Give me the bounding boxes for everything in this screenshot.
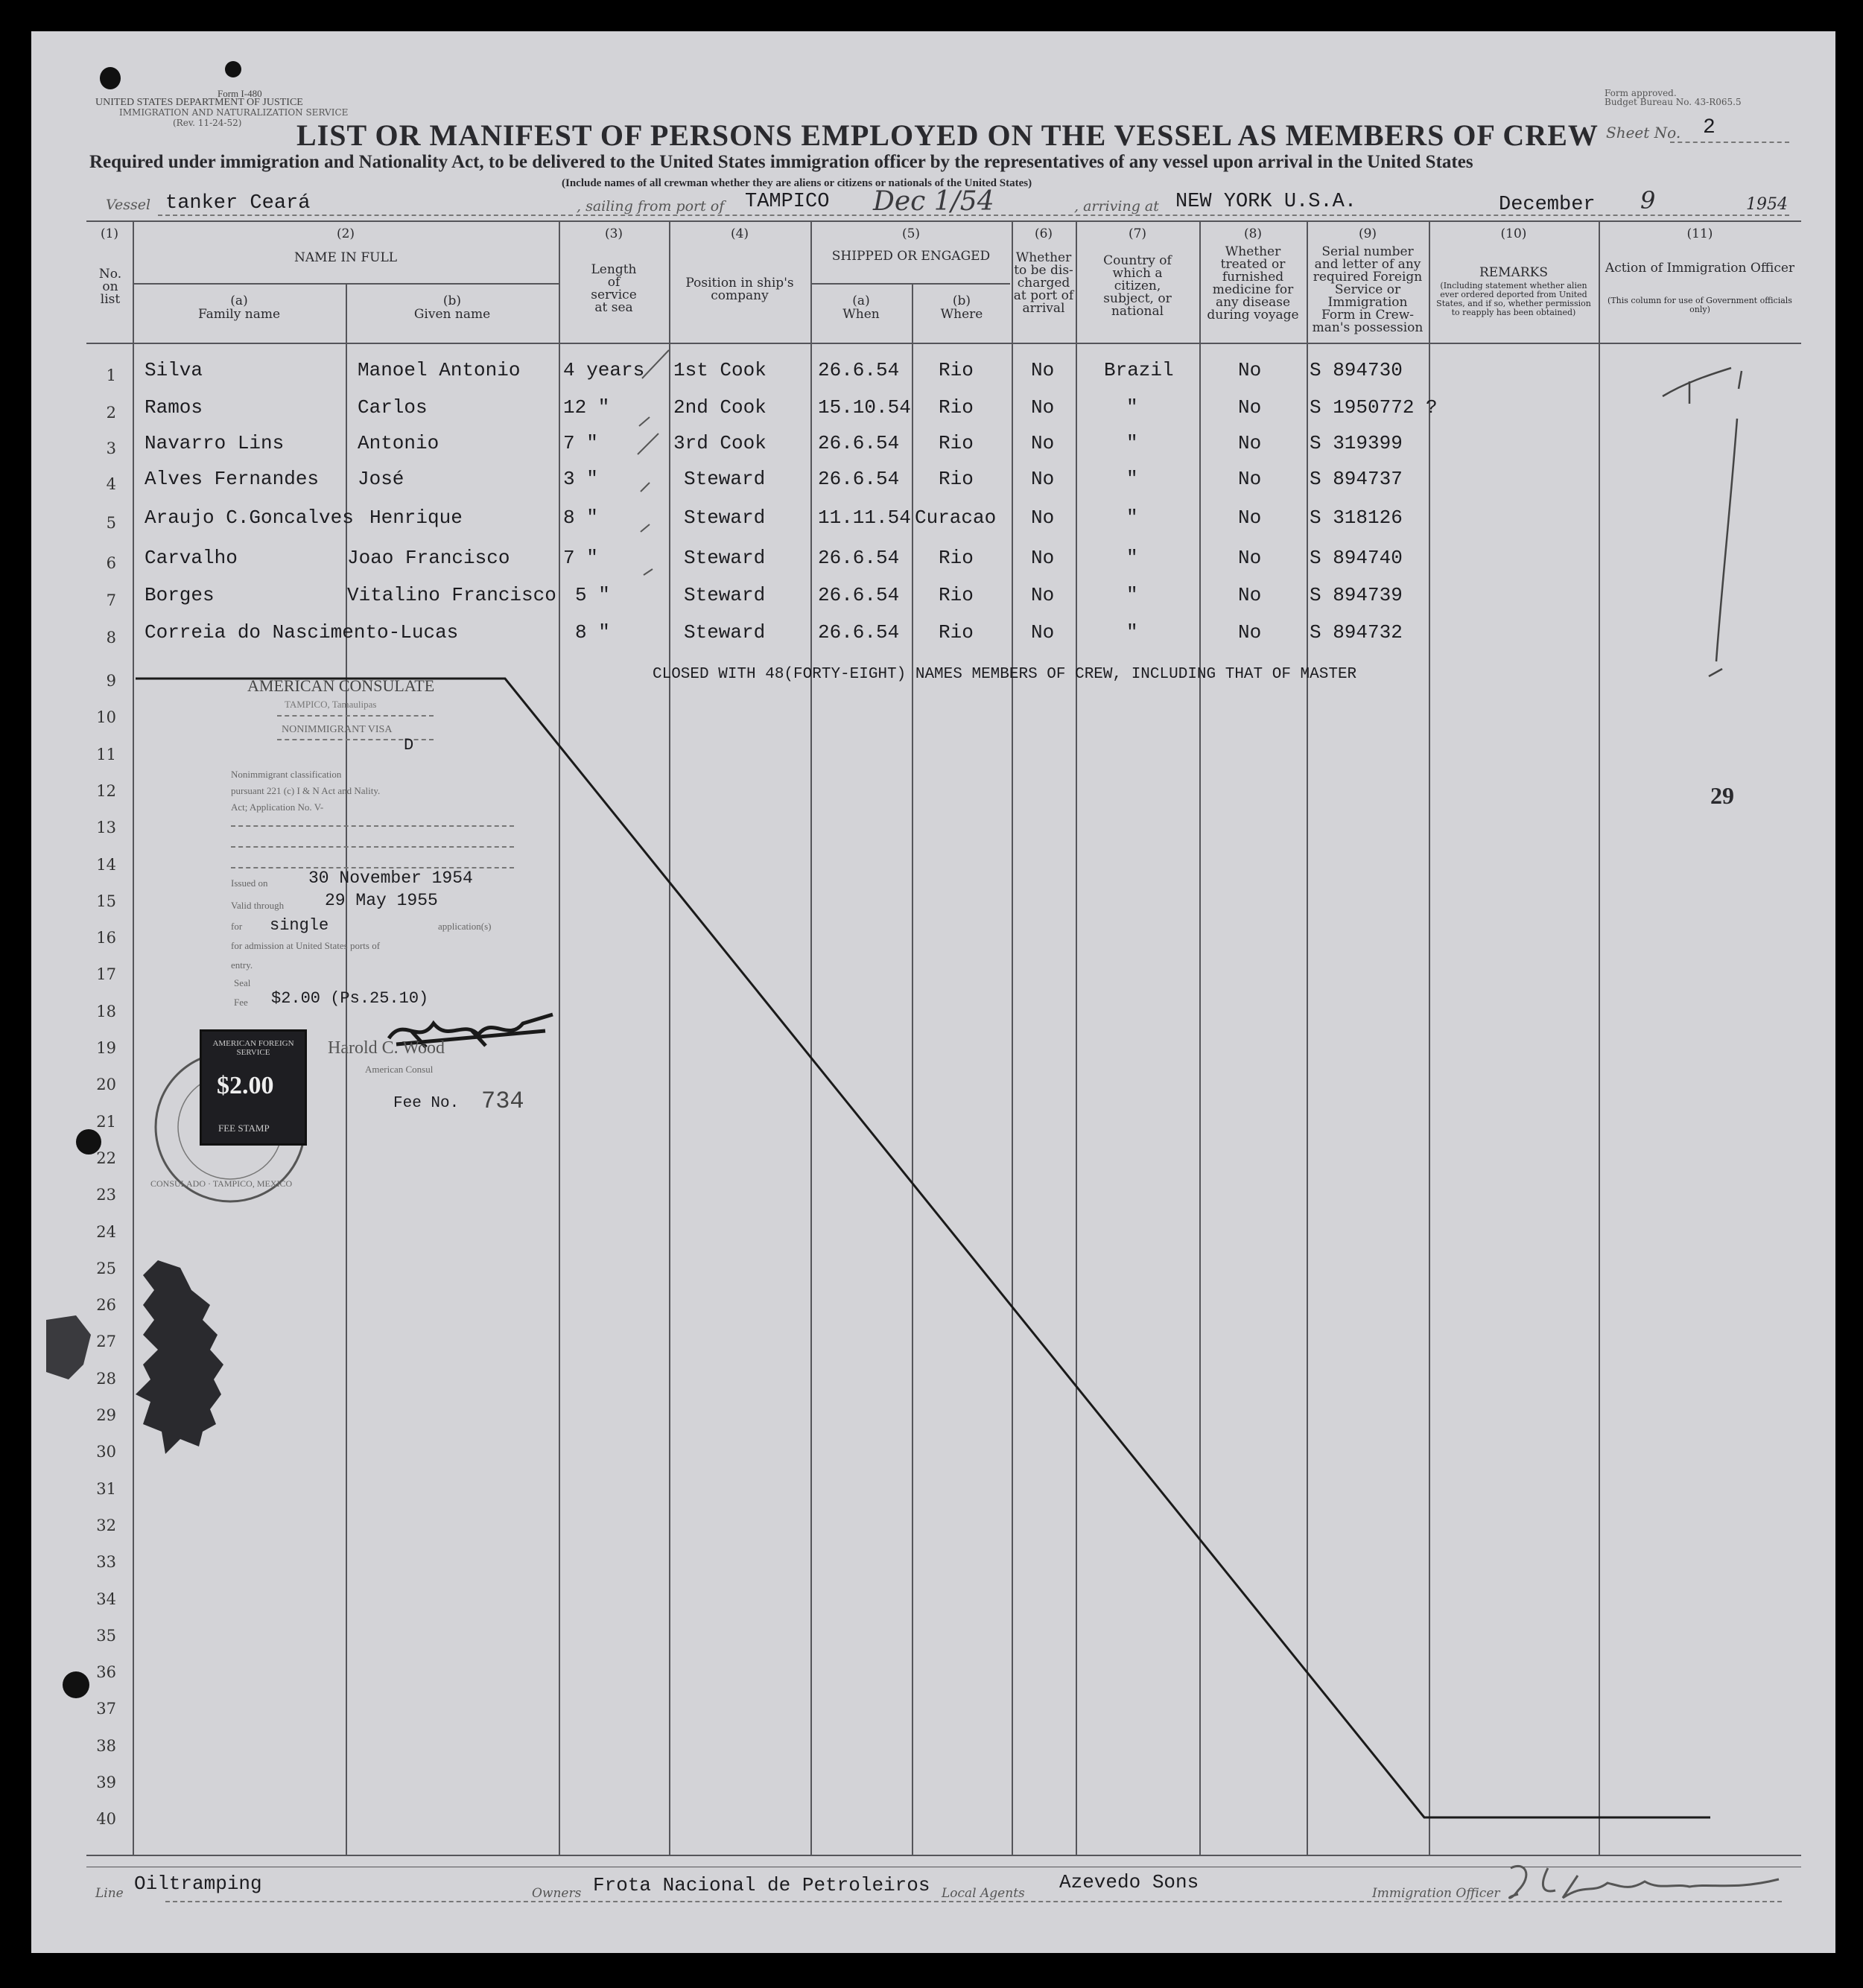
treated: No (1238, 621, 1262, 644)
row-number: 2 (106, 404, 116, 422)
stamp-line-2: pursuant 221 (c) I & N Act and Nality. (231, 785, 381, 796)
serial-number: S 894732 (1310, 621, 1403, 644)
given-name: Manoel Antonio (358, 359, 521, 381)
row-number: 36 (96, 1663, 116, 1681)
col-8-header: Whether treated or furnished medicine for any disease during voyage (1207, 244, 1299, 323)
row-number: 34 (96, 1590, 116, 1608)
row-number: 5 (106, 514, 116, 532)
officer-signature (1496, 1861, 1794, 1913)
application-label: application(s) (438, 921, 492, 932)
fee-label: Fee (234, 997, 248, 1008)
given-name: Antonio (358, 432, 439, 454)
visa-class-letter: D (404, 736, 414, 755)
col-11-header: Action of Immigration Officer (1605, 261, 1795, 276)
admission-text: for admission at United States ports of (231, 940, 381, 951)
col-6-number: (6) (1034, 226, 1053, 241)
row-number: 40 (96, 1810, 116, 1828)
position: Steward (684, 547, 766, 569)
row-number: 31 (96, 1480, 116, 1498)
serial-number: S 894740 (1310, 547, 1403, 569)
page-count: 29 (1710, 782, 1734, 809)
col-5a-label: (a) (852, 293, 870, 308)
row-number: 22 (96, 1149, 116, 1167)
given-name: Joao Francisco (347, 547, 510, 569)
include-note: (Include names of all crewman whether they are aliens or citizens or nationals of the United States) (562, 177, 1032, 189)
line-value: Oiltramping (134, 1873, 262, 1895)
col-2-number: (2) (336, 226, 355, 241)
row-number: 3 (106, 439, 116, 457)
treated: No (1238, 547, 1262, 569)
for-label: for (231, 921, 243, 932)
revenue-stamp (200, 1029, 307, 1146)
row-number: 13 (96, 819, 116, 836)
arriving-port: NEW YORK U.S.A. (1175, 191, 1357, 213)
col-5-number: (5) (901, 226, 921, 241)
row-number: 1 (106, 366, 116, 384)
shipped-when: 26.6.54 (818, 547, 900, 569)
col-9-number: (9) (1358, 226, 1377, 241)
country: " (1126, 432, 1138, 454)
line-label: Line (95, 1886, 124, 1901)
row-number: 15 (96, 892, 116, 910)
row-number: 14 (96, 856, 116, 874)
discharged: No (1031, 359, 1055, 381)
service-length: 3 " (563, 468, 598, 490)
col-3-number: (3) (604, 226, 623, 241)
position: Steward (684, 621, 766, 644)
entries: single (270, 916, 329, 935)
serial-number: S 318126 (1310, 506, 1403, 529)
entry-text: entry. (231, 959, 253, 971)
shipped-when: 26.6.54 (818, 621, 900, 644)
vessel-label: Vessel (106, 197, 151, 213)
row-number: 16 (96, 929, 116, 947)
country: " (1126, 584, 1138, 606)
shipped-where: Rio (939, 621, 974, 644)
position: 2nd Cook (673, 396, 767, 419)
row-number: 23 (96, 1186, 116, 1204)
row-number: 17 (96, 965, 116, 983)
col-2a-label: (a) (230, 293, 248, 308)
page-title: LIST OR MANIFEST OF PERSONS EMPLOYED ON THE VESSEL AS MEMBERS OF CREW (296, 118, 1599, 152)
position: 1st Cook (673, 359, 767, 381)
arriving-label: , arriving at (1074, 198, 1159, 215)
row-number: 33 (96, 1553, 116, 1571)
row-number: 27 (96, 1333, 116, 1350)
col-2b-header: Given name (413, 307, 491, 322)
shipped-where: Rio (939, 584, 974, 606)
position: Steward (684, 468, 766, 490)
country: Brazil (1104, 359, 1174, 381)
discharged: No (1031, 432, 1055, 454)
service-length: 7 " (563, 432, 598, 454)
row-number: 9 (106, 672, 116, 690)
row-number: 4 (106, 475, 116, 493)
col-5a-header: When (842, 307, 880, 322)
paper-damage (31, 1253, 225, 1461)
row-number: 11 (96, 746, 116, 763)
col-1-header: No. on list (98, 267, 122, 307)
revision: (Rev. 11-24-52) (173, 118, 242, 128)
page-subtitle: Required under immigration and Nationality Act, to be delivered to the United States immigration officer by the representatives of any vessel upon arrival in the United States (89, 152, 1473, 172)
shipped-when: 26.6.54 (818, 468, 900, 490)
discharged: No (1031, 584, 1055, 606)
country: " (1126, 547, 1138, 569)
col-6-header: Whether to be dis- charged at port of arrival (1013, 250, 1074, 316)
service-length: 5 " (575, 584, 610, 606)
family-name: Correia do Nascimento-Lucas (145, 621, 459, 644)
consulate-name: AMERICAN CONSULATE (247, 676, 435, 695)
service-length: 4 years (563, 359, 645, 381)
closing-note: CLOSED WITH 48(FORTY-EIGHT) NAMES MEMBERS OF CREW, INCLUDING THAT OF MASTER (653, 666, 1357, 683)
country: " (1126, 468, 1138, 490)
seal-label: Seal (234, 977, 251, 988)
row-number: 21 (96, 1113, 116, 1131)
row-number: 7 (106, 591, 116, 609)
arrival-year: 1954 (1746, 195, 1788, 214)
treated: No (1238, 584, 1262, 606)
shipped-when: 26.6.54 (818, 359, 900, 381)
given-name: Henrique (369, 506, 463, 529)
serial-number: S 894739 (1310, 584, 1403, 606)
col-7-number: (7) (1128, 226, 1147, 241)
form-number: Form I-480 (218, 88, 262, 99)
col-10-note: (Including statement whether alien ever ordered deported from United States, and if so, whether permission to reapply has been obtained) (1436, 281, 1591, 317)
family-name: Borges (145, 584, 215, 606)
col-11-note: (This column for use of Government officials only) (1607, 296, 1792, 314)
stamp-line-1: Nonimmigrant classification (231, 769, 342, 780)
col-4-number: (4) (730, 226, 749, 241)
serial-number: S 1950772 ? (1310, 396, 1438, 419)
service: IMMIGRATION AND NATURALIZATION SERVICE (119, 107, 349, 118)
family-name: Navarro Lins (145, 432, 285, 454)
revenue-stamp-top: AMERICAN FOREIGN SERVICE (212, 1039, 294, 1057)
country: " (1126, 506, 1138, 529)
form-approved: Form approved. (1605, 88, 1677, 98)
sailing-date: Dec 1/54 (873, 186, 994, 217)
treated: No (1238, 432, 1262, 454)
family-name: Ramos (145, 396, 203, 419)
owners-label: Owners (532, 1886, 582, 1901)
service-length: 7 " (563, 547, 598, 569)
arrival-month: December (1499, 194, 1596, 216)
shipped-where: Rio (939, 359, 974, 381)
position: 3rd Cook (673, 432, 767, 454)
col-2a-header: Family name (197, 307, 281, 322)
consul-title: American Consul (365, 1064, 434, 1075)
col-9-header: Serial number and letter of any required Foreign Service or Immigration Form in Crew- man's possession (1312, 244, 1424, 335)
issued-date: 30 November 1954 (308, 868, 473, 888)
manifest-sheet (31, 31, 1835, 1953)
department: UNITED STATES DEPARTMENT OF JUSTICE (95, 97, 303, 108)
shipped-when: 11.11.54 (818, 506, 911, 529)
budget-bureau: Budget Bureau No. 43-R065.5 (1605, 97, 1742, 107)
serial-number: S 319399 (1310, 432, 1403, 454)
shipped-where: Rio (939, 396, 974, 419)
discharged: No (1031, 506, 1055, 529)
family-name: Silva (145, 359, 203, 381)
issued-label: Issued on (231, 877, 268, 889)
serial-number: S 894737 (1310, 468, 1403, 490)
agents-value: Azevedo Sons (1059, 1871, 1199, 1893)
sheet-number: 2 (1703, 116, 1716, 139)
officer-label: Immigration Officer (1372, 1886, 1500, 1901)
service-length: 12 " (563, 396, 610, 419)
stamp-rule (231, 846, 514, 848)
shipped-where: Curacao (915, 506, 997, 529)
row-number: 19 (96, 1039, 116, 1057)
row-number: 18 (96, 1003, 116, 1020)
stamp-rule (277, 715, 434, 717)
seal-text: CONSULADO · TAMPICO, MEXICO (150, 1178, 293, 1189)
shipped-where: Rio (939, 468, 974, 490)
shipped-when: 26.6.54 (818, 432, 900, 454)
row-number: 28 (96, 1370, 116, 1388)
row-number: 32 (96, 1517, 116, 1534)
serial-number: S 894730 (1310, 359, 1403, 381)
valid-date: 29 May 1955 (325, 891, 438, 910)
col-7-header: Country of which a citizen, subject, or national (1103, 253, 1172, 319)
col-11-number: (11) (1686, 226, 1713, 241)
country: " (1126, 621, 1138, 644)
col-10-header: REMARKS (1479, 265, 1549, 280)
given-name: José (358, 468, 404, 490)
col-5b-header: Where (940, 307, 983, 322)
col-5-header: SHIPPED OR ENGAGED (831, 249, 991, 264)
row-number: 6 (106, 554, 116, 572)
sheet-label: Sheet No. (1606, 124, 1681, 142)
discharged: No (1031, 547, 1055, 569)
agents-label: Local Agents (942, 1886, 1025, 1901)
shipped-where: Rio (939, 432, 974, 454)
discharged: No (1031, 396, 1055, 419)
row-number: 24 (96, 1223, 116, 1241)
row-number: 10 (96, 708, 116, 726)
owners-value: Frota Nacional de Petroleiros (593, 1874, 930, 1896)
col-4-header: Position in ship's company (685, 276, 794, 303)
row-number: 39 (96, 1773, 116, 1791)
discharged: No (1031, 468, 1055, 490)
row-number: 30 (96, 1443, 116, 1461)
shipped-when: 15.10.54 (818, 396, 911, 419)
revenue-stamp-amount: $2.00 (217, 1072, 274, 1099)
given-name: Carlos (358, 396, 428, 419)
col-1-number: (1) (100, 226, 119, 241)
stamp-line-3: Act; Application No. V- (231, 801, 324, 813)
valid-label: Valid through (231, 900, 285, 911)
row-number: 8 (106, 629, 116, 647)
family-name: Alves Fernandes (145, 468, 320, 490)
shipped-when: 26.6.54 (818, 584, 900, 606)
row-number: 38 (96, 1737, 116, 1755)
col-10-number: (10) (1500, 226, 1527, 241)
sailing-label: , sailing from port of (577, 198, 725, 215)
given-name: Vitalino Francisco (347, 584, 556, 606)
visa-type: NONIMMIGRANT VISA (282, 724, 393, 735)
treated: No (1238, 468, 1262, 490)
row-number: 35 (96, 1627, 116, 1645)
treated: No (1238, 359, 1262, 381)
fee-amount: $2.00 (Ps.25.10) (271, 989, 429, 1008)
row-number: 26 (96, 1296, 116, 1314)
service-length: 8 " (563, 506, 598, 529)
col-5b-label: (b) (952, 293, 971, 308)
treated: No (1238, 396, 1262, 419)
family-name: Araujo C.Goncalves (145, 506, 354, 529)
row-number: 37 (96, 1700, 116, 1718)
row-number: 25 (96, 1260, 116, 1277)
stamp-rule (231, 825, 514, 827)
revenue-stamp-bottom: FEE STAMP (218, 1122, 270, 1134)
row-number: 20 (96, 1076, 116, 1093)
fee-no-label: Fee No. (393, 1095, 460, 1112)
row-number: 12 (96, 782, 116, 800)
col-8-number: (8) (1243, 226, 1263, 241)
treated: No (1238, 506, 1262, 529)
col-3-header: Length of service at sea (591, 262, 637, 315)
position: Steward (684, 584, 766, 606)
service-length: 8 " (575, 621, 610, 644)
fee-no: 734 (481, 1087, 524, 1115)
sailing-port: TAMPICO (745, 191, 830, 213)
position: Steward (684, 506, 766, 529)
consulate-city: TAMPICO, Tamaulipas (285, 699, 377, 710)
consul-name: Harold C. Wood (328, 1038, 445, 1058)
family-name: Carvalho (145, 547, 238, 569)
col-2b-label: (b) (442, 293, 462, 308)
vessel-name: tanker Ceará (165, 192, 311, 215)
col-2-header: NAME IN FULL (293, 250, 398, 265)
shipped-where: Rio (939, 547, 974, 569)
arrival-day: 9 (1640, 186, 1656, 215)
discharged: No (1031, 621, 1055, 644)
row-number: 29 (96, 1406, 116, 1424)
country: " (1126, 396, 1138, 419)
